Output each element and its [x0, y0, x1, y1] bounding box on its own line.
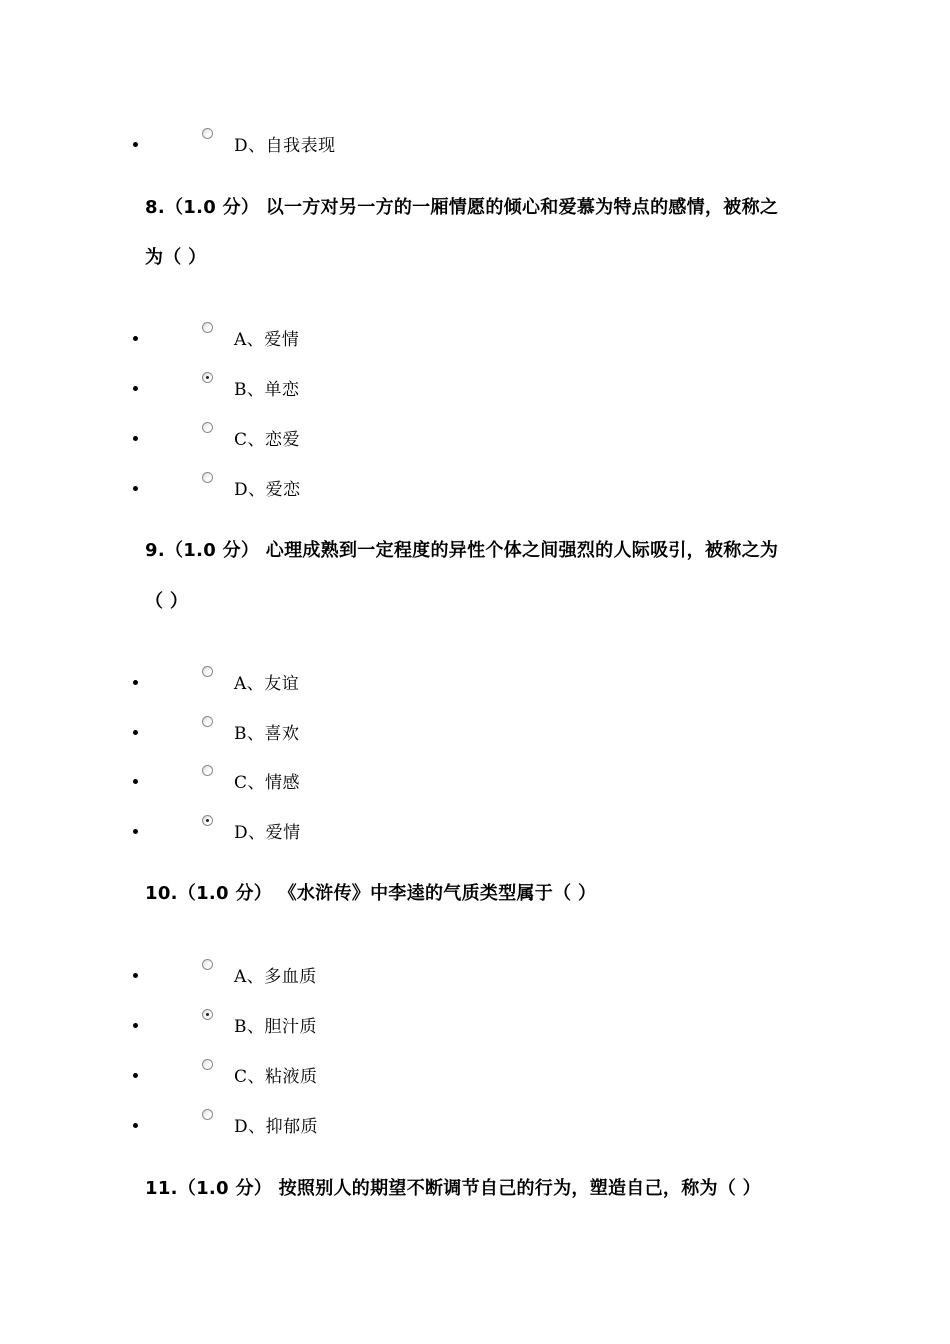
option-label: D、爱情: [234, 823, 301, 843]
option-q7-d[interactable]: [0, 128, 950, 158]
list-bullet: [133, 486, 138, 491]
option-q9-d[interactable]: [0, 815, 950, 845]
question-9-title-line-1: 9.（1.0 分） 心理成熟到一定程度的异性个体之间强烈的人际吸引，被称之为: [145, 540, 779, 561]
radio-icon[interactable]: [202, 1109, 213, 1120]
question-8-title-line-2: 为（ ）: [145, 247, 207, 268]
option-label: B、胆汁质: [234, 1017, 317, 1037]
list-bullet: [133, 1073, 138, 1078]
radio-icon[interactable]: [202, 716, 213, 727]
question-11-title: 11.（1.0 分） 按照别人的期望不断调节自己的行为，塑造自己，称为（ ）: [145, 1178, 761, 1199]
list-bullet: [133, 829, 138, 834]
list-bullet: [133, 1123, 138, 1128]
option-q9-b[interactable]: [0, 716, 950, 746]
option-q10-d[interactable]: [0, 1109, 950, 1139]
radio-selected-icon[interactable]: [202, 1009, 213, 1020]
list-bullet: [133, 436, 138, 441]
list-bullet: [133, 142, 138, 147]
radio-icon[interactable]: [202, 959, 213, 970]
option-label: A、多血质: [234, 967, 317, 987]
option-label: D、自我表现: [234, 136, 336, 156]
list-bullet: [133, 973, 138, 978]
option-label: C、情感: [234, 773, 301, 793]
radio-icon[interactable]: [202, 765, 213, 776]
list-bullet: [133, 1023, 138, 1028]
option-q8-c[interactable]: [0, 422, 950, 452]
option-q9-c[interactable]: [0, 765, 950, 795]
list-bullet: [133, 730, 138, 735]
radio-selected-icon[interactable]: [202, 815, 213, 826]
option-label: B、喜欢: [234, 724, 300, 744]
option-label: D、爱恋: [234, 480, 301, 500]
radio-selected-icon[interactable]: [202, 372, 213, 383]
option-q8-d[interactable]: [0, 472, 950, 502]
radio-icon[interactable]: [202, 322, 213, 333]
option-label: B、单恋: [234, 380, 300, 400]
list-bullet: [133, 680, 138, 685]
option-label: A、友谊: [234, 674, 300, 694]
list-bullet: [133, 386, 138, 391]
option-q9-a[interactable]: [0, 666, 950, 696]
option-label: C、恋爱: [234, 430, 301, 450]
question-8-title-line-1: 8.（1.0 分） 以一方对另一方的一厢情愿的倾心和爱慕为特点的感情，被称之: [145, 197, 779, 218]
radio-icon[interactable]: [202, 472, 213, 483]
option-label: C、粘液质: [234, 1067, 318, 1087]
question-9-title-line-2: （ ）: [145, 591, 189, 612]
option-q10-c[interactable]: [0, 1059, 950, 1089]
list-bullet: [133, 336, 138, 341]
question-10-title: 10.（1.0 分） 《水浒传》中李逵的气质类型属于（ ）: [145, 883, 597, 904]
radio-icon[interactable]: [202, 1059, 213, 1070]
list-bullet: [133, 779, 138, 784]
option-label: D、抑郁质: [234, 1117, 319, 1137]
option-q10-b[interactable]: [0, 1009, 950, 1039]
option-q8-b[interactable]: [0, 372, 950, 402]
option-q10-a[interactable]: [0, 959, 950, 989]
option-q8-a[interactable]: [0, 322, 950, 352]
option-label: A、爱情: [234, 330, 300, 350]
radio-icon[interactable]: [202, 128, 213, 139]
radio-icon[interactable]: [202, 666, 213, 677]
radio-icon[interactable]: [202, 422, 213, 433]
